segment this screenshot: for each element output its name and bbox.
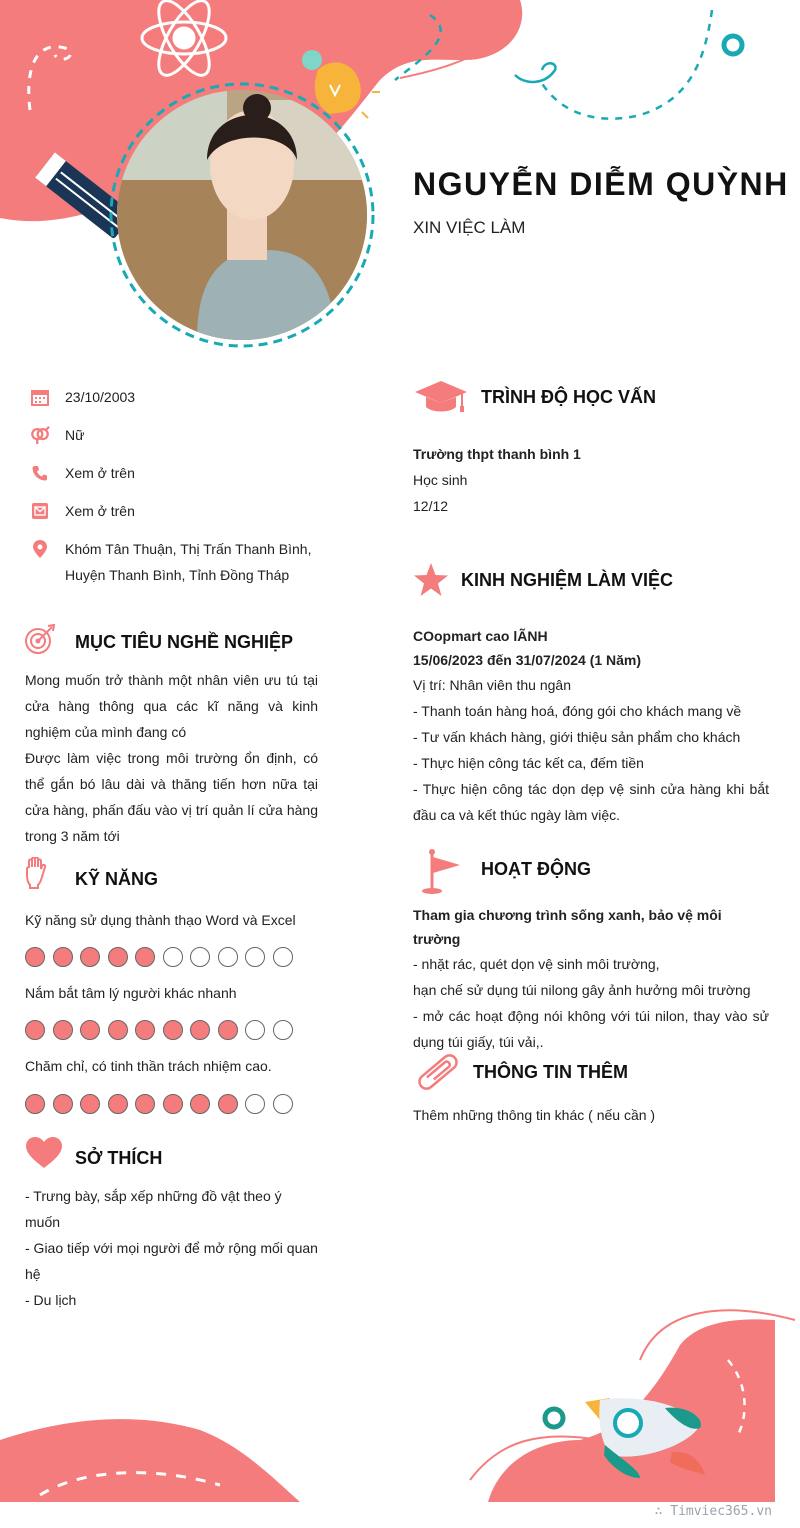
rating-dot-filled [135,947,155,967]
skill-rating [25,1094,300,1114]
experience-details [413,624,769,828]
address-line-2: Huyện Thanh Bình, Tỉnh Đồng Tháp [65,567,290,583]
gender-text: Nữ [65,427,85,443]
rating-dot-filled [53,1020,73,1040]
target-icon [24,624,56,661]
skill-rating [25,947,300,967]
candidate-name: NGUYỄN DIỄM QUỲNH [413,166,789,202]
rating-dot-filled [135,1020,155,1040]
profile-photo [117,90,367,340]
rocket-icon [585,1398,705,1478]
rating-dot-filled [108,1020,128,1040]
rating-dot-filled [218,1020,238,1040]
gender-icon [30,422,50,448]
activity-name: Tham gia chương trình sống xanh, bảo vệ môi trường [413,907,722,947]
rating-dot-empty [273,947,293,967]
objective-title: MỤC TIÊU NGHỀ NGHIỆP [75,632,294,652]
rating-dot-filled [108,1094,128,1114]
rating-dot-empty [163,947,183,967]
activities-details [413,903,769,1055]
work-period: 15/06/2023 đến 31/07/2024 (1 Năm) [413,652,642,668]
graduation-cap-icon [414,380,470,419]
birthday-text: 23/10/2003 [65,389,136,405]
duty-item: - Thanh toán hàng hoá, đóng gói cho khách mang về [413,703,742,719]
objective-text [25,667,318,849]
rating-dot-filled [135,1094,155,1114]
rating-dot-filled [218,1094,238,1114]
info-birthday [30,384,135,410]
heart-icon [25,1137,63,1174]
objective-line: Mong muốn trở thành một nhân viên ưu tú tại cửa hàng thông qua các kĩ năng và kinh nghiệm của mình đang có [25,672,318,740]
info-address [30,536,311,588]
education-grade: 12/12 [413,498,449,514]
hobby-item: - Du lịch [25,1292,77,1308]
hobby-item: - Trưng bày, sắp xếp những đồ vật theo ý muốn [25,1188,282,1230]
skill-label: Kỹ năng sử dụng thành thạo Word và Excel [25,912,296,928]
rating-dot-filled [163,1020,183,1040]
rating-dot-filled [80,947,100,967]
rating-dot-filled [53,1094,73,1114]
rating-dot-filled [190,1094,210,1114]
paperclip-icon [416,1052,460,1097]
hand-icon [25,857,47,894]
rating-dot-empty [218,947,238,967]
rating-dot-empty [245,1020,265,1040]
more-title: THÔNG TIN THÊM [473,1062,628,1082]
email-text: Xem ở trên [65,503,135,519]
rating-dot-empty [245,947,265,967]
address-line-1: Khóm Tân Thuận, Thị Trấn Thanh Bình, [65,541,312,557]
skill-label: Chăm chỉ, có tinh thần trách nhiệm cao. [25,1058,272,1074]
skills-title: KỸ NĂNG [75,869,159,889]
objective-line: Được làm việc trong môi trường ổn định, có thể gắn bó lâu dài và thăng tiến hơn nữa tại cửa hàng, phấn đấu vào vị trí quản lí cửa hàng trong 3 năm tới [25,750,318,844]
activity-line: hạn chế sử dụng túi nilong gây ảnh hưởng môi trường [413,982,751,998]
education-major: Học sinh [413,472,468,488]
activity-line: - mở các hoạt động nói không với túi nilon, thay vào sử dụng túi giấy, túi vải,. [413,1008,769,1050]
rating-dot-filled [53,947,73,967]
work-position: Vị trí: Nhân viên thu ngân [413,677,571,693]
star-icon [413,563,449,602]
rating-dot-filled [108,947,128,967]
flag-icon [420,849,464,900]
info-email [30,498,135,524]
job-title: XIN VIỆC LÀM [413,218,526,237]
rating-dot-filled [25,947,45,967]
education-title: TRÌNH ĐỘ HỌC VẤN [481,387,656,407]
watermark: ∴ Timviec365.vn [654,1504,772,1519]
rating-dot-filled [25,1094,45,1114]
hobby-item: - Giao tiếp với mọi người để mở rộng mối quan hệ [25,1240,318,1282]
education-details [413,441,773,519]
duty-item: - Thực hiện công tác kết ca, đếm tiền [413,755,644,771]
info-gender [30,422,84,448]
hobbies-list [25,1183,320,1313]
info-phone [30,460,135,486]
rating-dot-filled [25,1020,45,1040]
school-name: Trường thpt thanh bình 1 [413,446,581,462]
mail-icon [30,498,50,524]
rating-dot-empty [273,1094,293,1114]
phone-text: Xem ở trên [65,465,135,481]
activity-line: - nhặt rác, quét dọn vệ sinh môi trường, [413,956,660,972]
rating-dot-filled [80,1020,100,1040]
rating-dot-filled [80,1094,100,1114]
skill-label: Nắm bắt tâm lý người khác nhanh [25,985,237,1001]
calendar-icon [30,384,50,410]
skill-rating [25,1020,300,1040]
company-name: COopmart cao lÃNH [413,628,548,644]
rating-dot-filled [163,1094,183,1114]
duty-item: - Thực hiện công tác dọn dẹp vệ sinh cửa hàng khi bắt đầu ca và kết thúc ngày làm việc. [413,781,769,823]
rating-dot-empty [245,1094,265,1114]
rating-dot-empty [273,1020,293,1040]
activities-title: HOẠT ĐỘNG [481,859,591,879]
phone-icon [30,460,50,486]
experience-title: KINH NGHIỆM LÀM VIỆC [461,570,674,590]
location-pin-icon [30,536,50,562]
rating-dot-filled [190,1020,210,1040]
duty-item: - Tư vấn khách hàng, giới thiệu sản phẩm cho khách [413,729,741,745]
rating-dot-empty [190,947,210,967]
more-text: Thêm những thông tin khác ( nếu cần ) [413,1107,656,1123]
hobbies-title: SỞ THÍCH [75,1148,163,1168]
